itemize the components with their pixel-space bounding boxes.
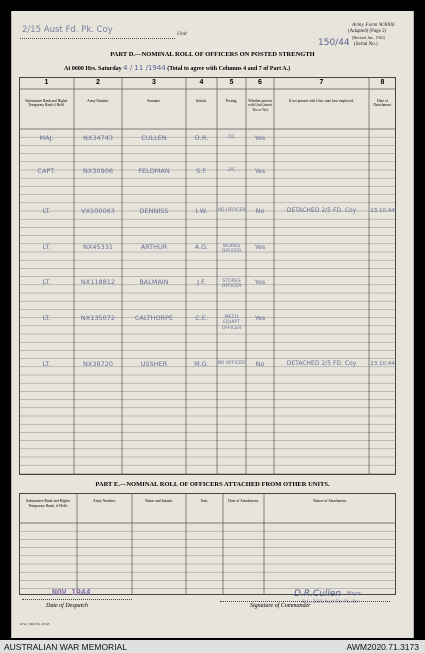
column-header: Date of Detachment. — [373, 99, 392, 108]
cell-surname: CULLEN — [141, 134, 167, 142]
column-header: Army Number. — [87, 99, 109, 103]
cell-posting: BR OFFICER — [217, 361, 246, 366]
cell-present: Yes — [254, 167, 266, 175]
column-number: 3 — [152, 79, 156, 86]
cell-posting: MECH EQUIPT OFFICER — [221, 315, 242, 331]
cell-surname: USSHER — [140, 360, 168, 368]
cell-surname: ARTHUR — [140, 243, 168, 251]
cell-posting: OC — [228, 135, 235, 140]
subtitle-suffix: (Total to agree with Columns 4 and 7 of Part A.) — [167, 66, 291, 72]
form-page — [11, 11, 414, 638]
part-e-title: PART E.—NOMINAL ROLL OF OFFICERS ATTACHED FROM OTHER UNITS. — [95, 481, 330, 488]
archive-institution: AUSTRALIAN WAR MEMORIAL — [4, 642, 127, 652]
cell-number: VX100063 — [81, 207, 115, 215]
column-header: If not present with Unit, state how employed. — [288, 99, 355, 103]
column-number: 1 — [44, 79, 49, 86]
column-number: 2 — [96, 79, 100, 86]
cell-posting: STORES OFFICER — [221, 279, 242, 290]
cell-initials: J.F. — [197, 278, 206, 286]
cell-initials: A.G. — [194, 243, 209, 251]
form-adapted: (Adapted) (Page 2) — [348, 29, 387, 34]
date-handwritten: 4 / 11 /194 — [123, 64, 162, 72]
cell-surname: CALTHORPE — [134, 314, 174, 322]
part-d-title: PART D.—NOMINAL ROLL OF OFFICERS ON POSTED STRENGTH — [110, 51, 315, 58]
cell-present: No — [255, 207, 265, 215]
signature-line — [220, 601, 390, 602]
column-header: Substantive Rank and Higher Temporary Rank if Held. — [25, 99, 68, 108]
serial-handwritten: 150/44 — [318, 38, 350, 48]
cell-posting: HQ OFFICER — [217, 208, 246, 213]
serial-label: (Serial No.) — [354, 42, 378, 47]
cell-surname: FELDMAN — [138, 167, 170, 175]
cell-number: NX45331 — [83, 243, 113, 251]
cell-number: NX30906 — [83, 167, 113, 175]
printer-code: R.W. 1862 Ed. 10/43 — [20, 622, 50, 626]
cell-present: Yes — [254, 134, 266, 142]
archive-footer — [0, 640, 425, 653]
column-number: 7 — [319, 79, 324, 86]
cell-number: NX38720 — [83, 360, 113, 368]
cell-initials: I.W. — [195, 207, 208, 215]
cell-initials: S.F. — [196, 167, 207, 175]
attached-column-header: Date of Attachment. — [228, 499, 259, 503]
column-header: Initials. — [196, 99, 207, 103]
part-d-subtitle — [64, 64, 290, 72]
cell-employed: DETACHED 2/5 FD. Coy — [286, 207, 357, 214]
cell-rank: MAJ. — [39, 134, 54, 142]
cell-surname: DENNISS — [139, 207, 169, 215]
column-header: Posting. — [225, 99, 238, 103]
unit-handwritten: 2/15 Aust Fd. Pk. Coy — [22, 25, 113, 35]
cell-rank: LT. — [42, 207, 51, 215]
cell-present: Yes — [254, 314, 266, 322]
cell-rank: LT. — [42, 314, 51, 322]
column-number: 6 — [258, 79, 262, 86]
unit-underline — [20, 38, 175, 39]
column-number: 8 — [380, 79, 385, 86]
attached-column-header: Nature of Attachment. — [313, 499, 347, 503]
part-e-grid — [19, 493, 396, 595]
despatch-line — [22, 599, 132, 600]
column-header: Whether present with Unit (insert Yes or No) — [248, 99, 272, 112]
cell-surname: BALMAIN — [139, 278, 169, 286]
signature: D.R.Cullen — [294, 589, 342, 599]
column-number: 4 — [199, 79, 204, 86]
cell-present: Yes — [254, 243, 266, 251]
cell-rank: CAPT. — [37, 167, 56, 175]
attached-column-header: Substantive Rank and Higher Temporary Rank, if Held. — [25, 499, 71, 508]
column-number: 5 — [229, 79, 234, 86]
unit-label: Unit — [177, 31, 187, 37]
cell-date: 23.10.44 — [370, 208, 395, 214]
archive-reference: AWM2020.71.3173 — [346, 642, 419, 652]
cell-present: No — [255, 360, 265, 368]
attached-column-header: Name and Initials. — [145, 499, 173, 503]
cell-initials: M.G. — [194, 360, 209, 368]
despatch-label: Date of Despatch — [46, 603, 88, 609]
despatch-stamp: NOV 1944 — [52, 588, 91, 597]
date-digit: 4 — [161, 64, 166, 72]
commander-stamp: O.C. 2/15 Aust Fd. Pk. Bn — [302, 600, 359, 605]
cell-posting: WORKS OFFICER — [221, 244, 242, 255]
signature-label: Signature of Commander — [250, 603, 311, 609]
cell-number: NX135072 — [80, 314, 116, 322]
cell-initials: D.R. — [194, 134, 209, 142]
cell-number: NX118812 — [80, 278, 116, 286]
cell-rank: LT. — [42, 243, 51, 251]
column-header: Surname. — [147, 99, 161, 103]
cell-employed: DETACHED 2/5 FD. Coy — [286, 360, 357, 367]
cell-present: Yes — [254, 278, 266, 286]
cell-initials: C.E. — [195, 314, 208, 322]
cell-rank: LT. — [42, 278, 51, 286]
form-name: Army Form W3006 — [352, 22, 395, 28]
signature-caption: Major — [347, 591, 361, 597]
form-revised: (Revised Jan., 1943) — [352, 35, 385, 40]
attached-column-header: Unit. — [200, 499, 209, 503]
cell-posting: 2IC — [227, 168, 236, 173]
cell-number: NX34743 — [83, 134, 113, 142]
subtitle-prefix: At 0600 Hrs. Saturday — [64, 66, 122, 72]
attached-column-header: Army Number. — [93, 499, 116, 503]
cell-rank: LT. — [42, 360, 51, 368]
cell-date: 23.10.44 — [370, 361, 395, 367]
